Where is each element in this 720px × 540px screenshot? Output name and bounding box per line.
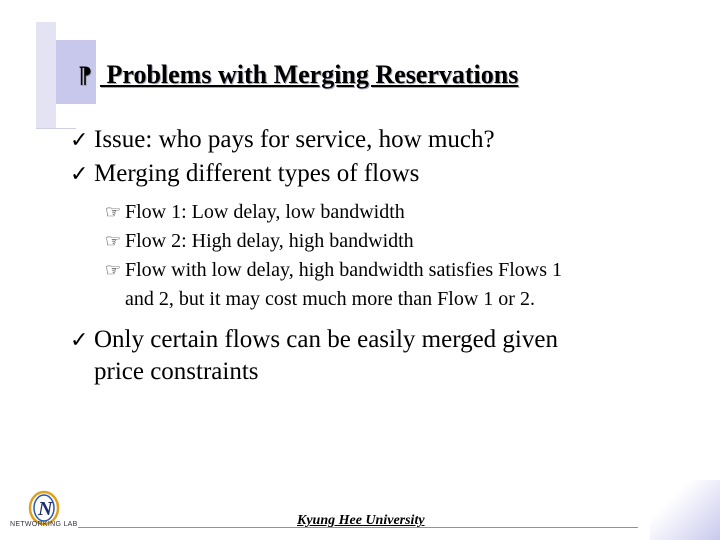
sub-bullet-text: Flow with low delay, high bandwidth satisfies Flows 1	[125, 259, 563, 281]
corner-decoration	[650, 480, 720, 540]
sub-bullet-continuation: and 2, but it may cost much more than Flow 1 or 2.	[125, 288, 535, 310]
slide-title-text: Problems with Merging Reservations	[106, 60, 519, 89]
title-bullet-icon: ⁋	[78, 63, 92, 88]
check-icon: ✓	[70, 161, 89, 186]
slide-title	[78, 60, 518, 90]
logo-label: NETWORKING LAB	[10, 521, 78, 528]
sub-bullet-text: Flow 1: Low delay, low bandwidth	[125, 201, 405, 223]
logo-letter: N	[38, 498, 53, 520]
decorative-bar-outer	[36, 22, 56, 128]
bullet-item-1	[70, 124, 690, 156]
check-icon: ✓	[70, 127, 89, 152]
pointing-hand-icon: ☞	[105, 260, 122, 280]
pointing-hand-icon: ☞	[105, 231, 122, 251]
bullet-text: Only certain flows can be easily merged given	[94, 326, 558, 353]
sub-bullet-item-1	[70, 198, 690, 227]
bullet-item-2	[70, 158, 690, 190]
check-icon: ✓	[70, 327, 89, 352]
bullet-text: Merging different types of flows	[94, 160, 420, 187]
sub-bullet-item-3	[70, 256, 690, 314]
sub-bullet-item-2	[70, 227, 690, 256]
bullet-text: Issue: who pays for service, how much?	[94, 126, 495, 153]
footer-university: Kyung Hee University	[297, 513, 425, 528]
bullet-list	[70, 124, 690, 390]
pointing-hand-icon: ☞	[105, 202, 122, 222]
bullet-item-3	[70, 324, 690, 388]
sub-bullet-text: Flow 2: High delay, high bandwidth	[125, 230, 414, 252]
bullet-continuation: price constraints	[94, 358, 259, 385]
